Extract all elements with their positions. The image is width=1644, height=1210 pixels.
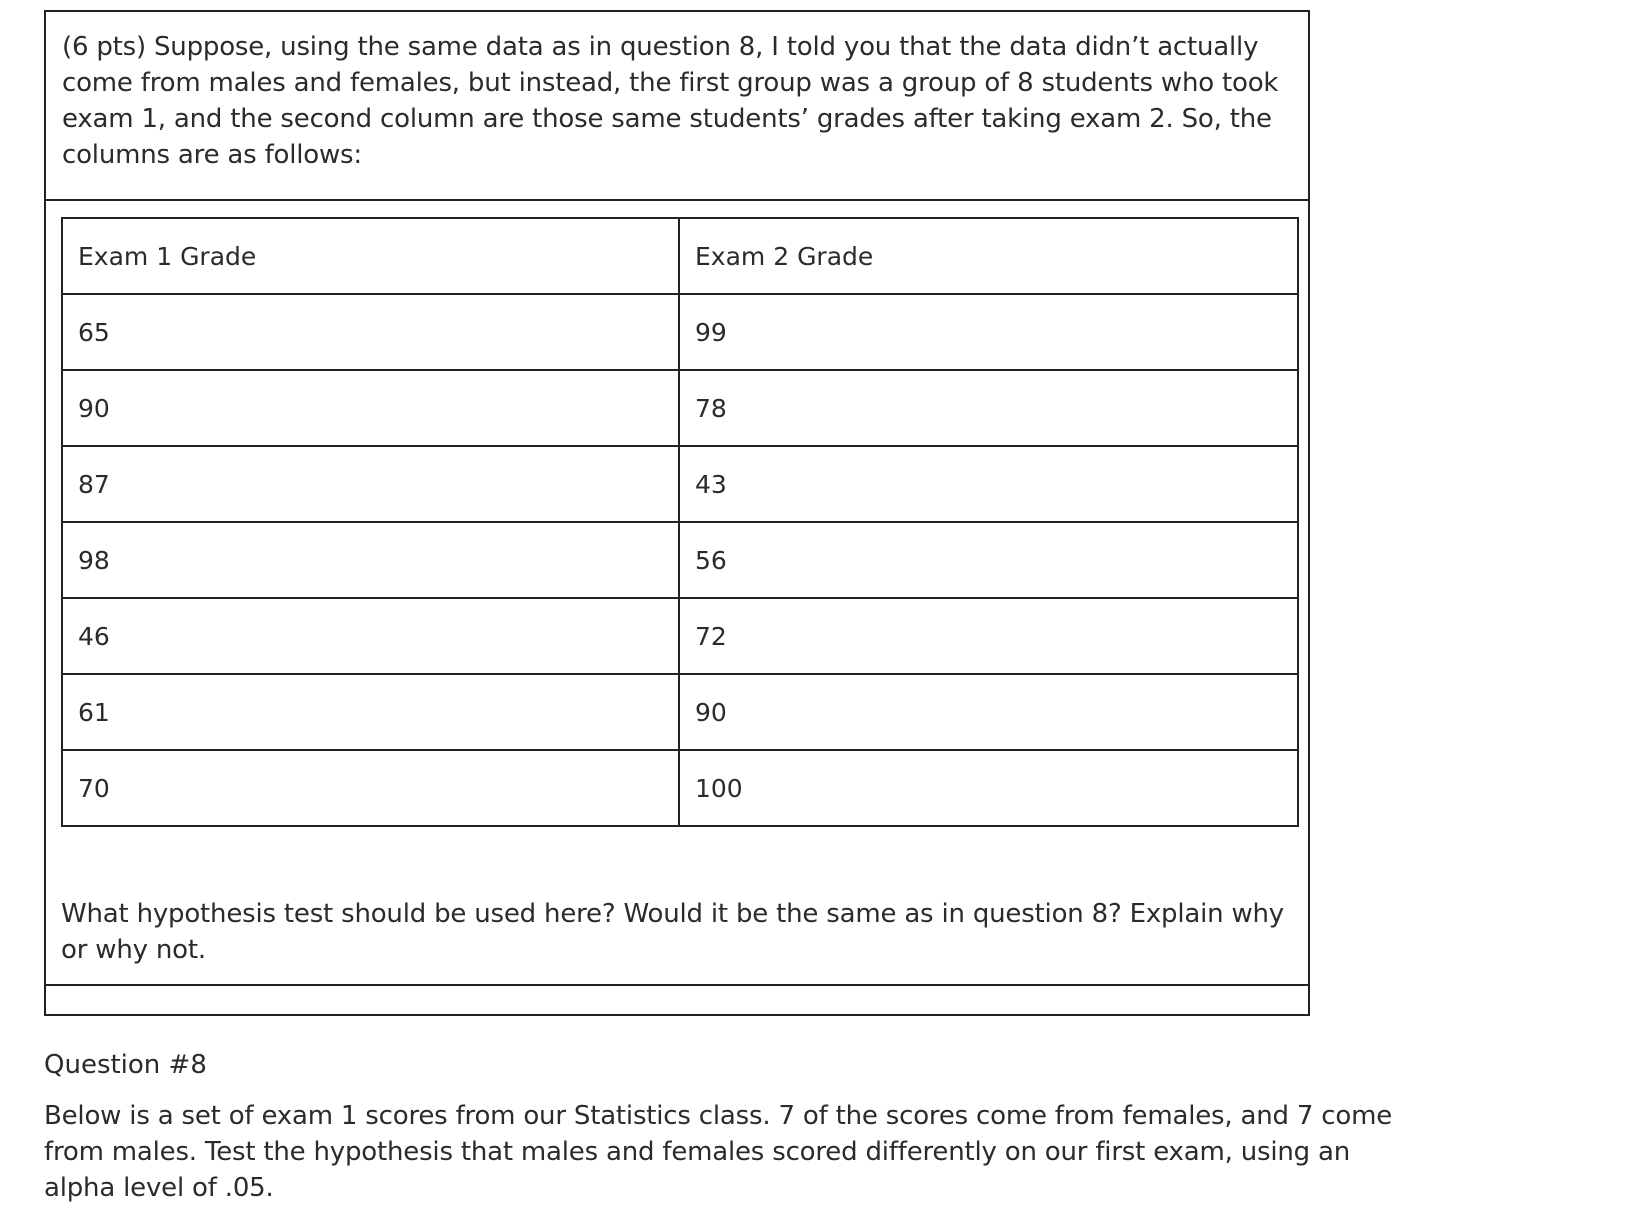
answer-cell[interactable] xyxy=(46,984,1308,1014)
header-exam1: Exam 1 Grade xyxy=(62,218,679,294)
question-intro-cell xyxy=(46,12,1308,201)
table-row xyxy=(62,370,1298,446)
exam1-cell: 90 xyxy=(62,370,679,446)
header-exam2: Exam 2 Grade xyxy=(679,218,1298,294)
exam2-cell: 72 xyxy=(679,598,1298,674)
exam2-cell: 90 xyxy=(679,674,1298,750)
table-row xyxy=(62,750,1298,826)
exam1-cell: 61 xyxy=(62,674,679,750)
question-prompt: What hypothesis test should be used here? Would it be the same as in question 8? Explain why or why not. xyxy=(61,899,1284,965)
exam2-cell: 99 xyxy=(679,294,1298,370)
table-row xyxy=(62,674,1298,750)
question8-body: Below is a set of exam 1 scores from our Statistics class. 7 of the scores come from females, and 7 come from males. Test the hypothesis that males and females scored differently on our first exam, using an alpha level of .05. xyxy=(44,1101,1392,1203)
exam1-cell: 65 xyxy=(62,294,679,370)
table-row xyxy=(62,294,1298,370)
grades-table xyxy=(61,217,1299,827)
table-row xyxy=(62,522,1298,598)
table-row xyxy=(62,446,1298,522)
question-intro-text: (6 pts) Suppose, using the same data as in question 8, I told you that the data didn’t actually come from males and females, but instead, the first group was a group of 8 students who took exam 1, and the second column are those same students’ grades after taking exam 2. So, the columns are as follows: xyxy=(62,32,1279,170)
question8-heading: Question #8 xyxy=(44,1050,207,1080)
exam1-cell: 87 xyxy=(62,446,679,522)
exam2-cell: 78 xyxy=(679,370,1298,446)
exam1-cell: 46 xyxy=(62,598,679,674)
table-row xyxy=(62,598,1298,674)
exam1-cell: 98 xyxy=(62,522,679,598)
question-container xyxy=(44,10,1310,1016)
table-header-row xyxy=(62,218,1298,294)
exam2-cell: 56 xyxy=(679,522,1298,598)
exam2-cell: 43 xyxy=(679,446,1298,522)
exam2-cell: 100 xyxy=(679,750,1298,826)
exam1-cell: 70 xyxy=(62,750,679,826)
